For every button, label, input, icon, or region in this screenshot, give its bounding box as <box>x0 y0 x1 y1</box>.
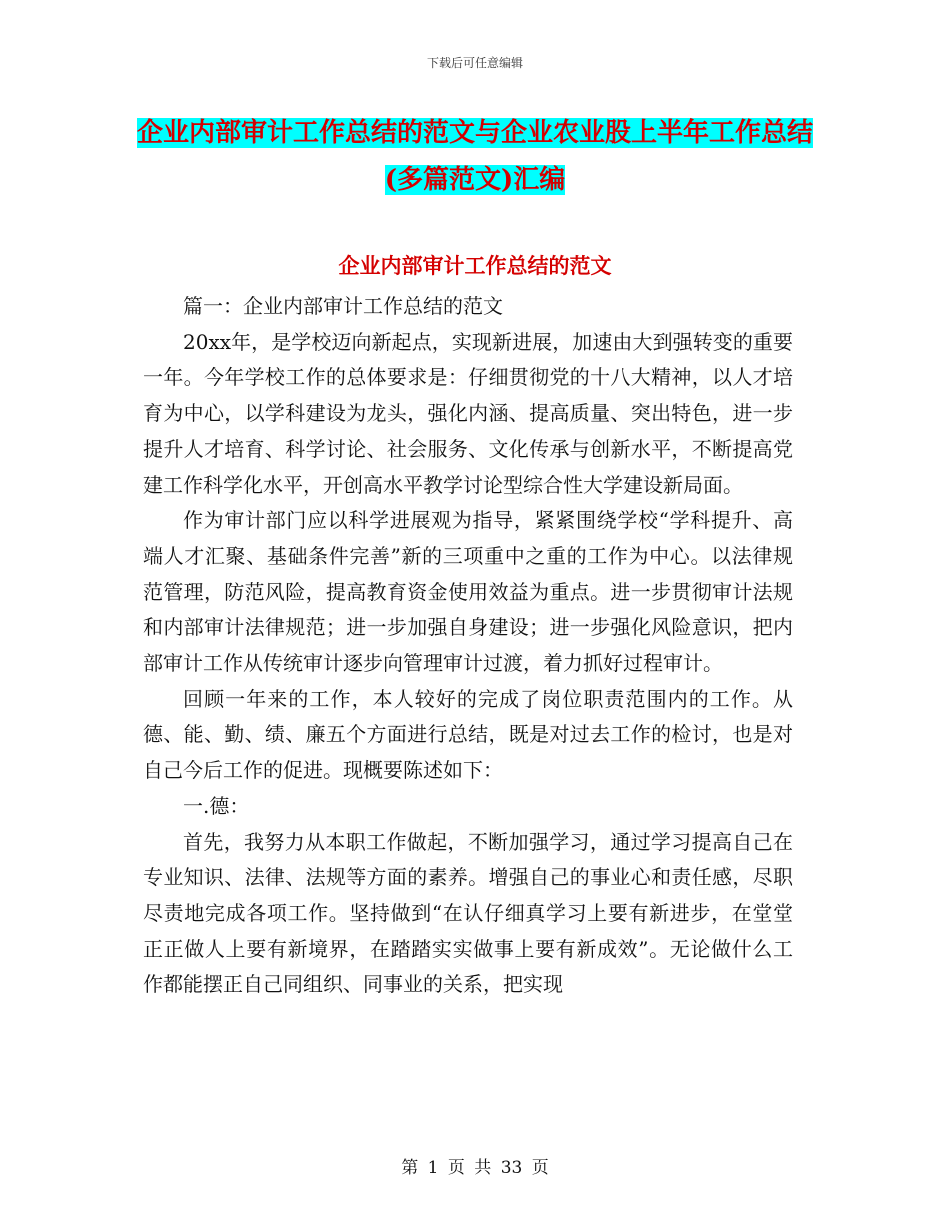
paragraph: 一.德： <box>183 793 250 818</box>
section-title: 企业内部审计工作总结的范文 <box>338 253 612 278</box>
paragraph: 20xx年，是学校迈向新起点，实现新进展，加速由大到强转变的重要一年。今年学校工作的总体要求是：仔细贯彻党的十八大精神，以人才培育为中心，以学科建设为龙头，强化内涵、提高质量、突出特色，进一步提升人才培育、科学讨论、社会服务、文化传承与创新水平，不断提高党建工作科学化水平，开创高水平教学讨论型综合性大学建设新局面。 <box>143 329 793 497</box>
paragraph: 作为审计部门应以科学进展观为指导，紧紧围绕学校“学科提升、高端人才汇聚、基础条件完善”新的三项重中之重的工作为中心。以法律规范管理，防范风险，提高教育资金使用效益为重点。进一步贯彻审计法规和内部审计法律规范；进一步加强自身建设；进一步强化风险意识，把内部审计工作从传统审计逐步向管理审计过渡，着力抓好过程审计。 <box>143 508 793 676</box>
paragraph: 首先，我努力从本职工作做起，不断加强学习，通过学习提高自己在专业知识、法律、法规等方面的素养。增强自己的事业心和责任感，尽职尽责地完成各项工作。坚持做到“在认仔细真学习上要有新进步，在堂堂正正做人上要有新境界，在踏踏实实做事上要有新成效”。无论做什么工作都能摆正自己同组织、同事业的关系，把实现 <box>143 829 793 997</box>
header-note: 下载后可任意编辑 <box>426 56 523 70</box>
document-body <box>143 289 793 1003</box>
document-title <box>120 110 830 204</box>
page-footer: 第 1 页 共 33 页 <box>401 1158 549 1178</box>
paragraph: 回顾一年来的工作，本人较好的完成了岗位职责范围内的工作。从德、能、勤、绩、廉五个方面进行总结，既是对过去工作的检讨，也是对自己今后工作的促进。现概要陈述如下： <box>143 686 793 783</box>
document-title-text: 企业内部审计工作总结的范文与企业农业股上半年工作总结(多篇范文)汇编 <box>136 118 813 195</box>
paragraph: 篇一：企业内部审计工作总结的范文 <box>183 294 503 318</box>
